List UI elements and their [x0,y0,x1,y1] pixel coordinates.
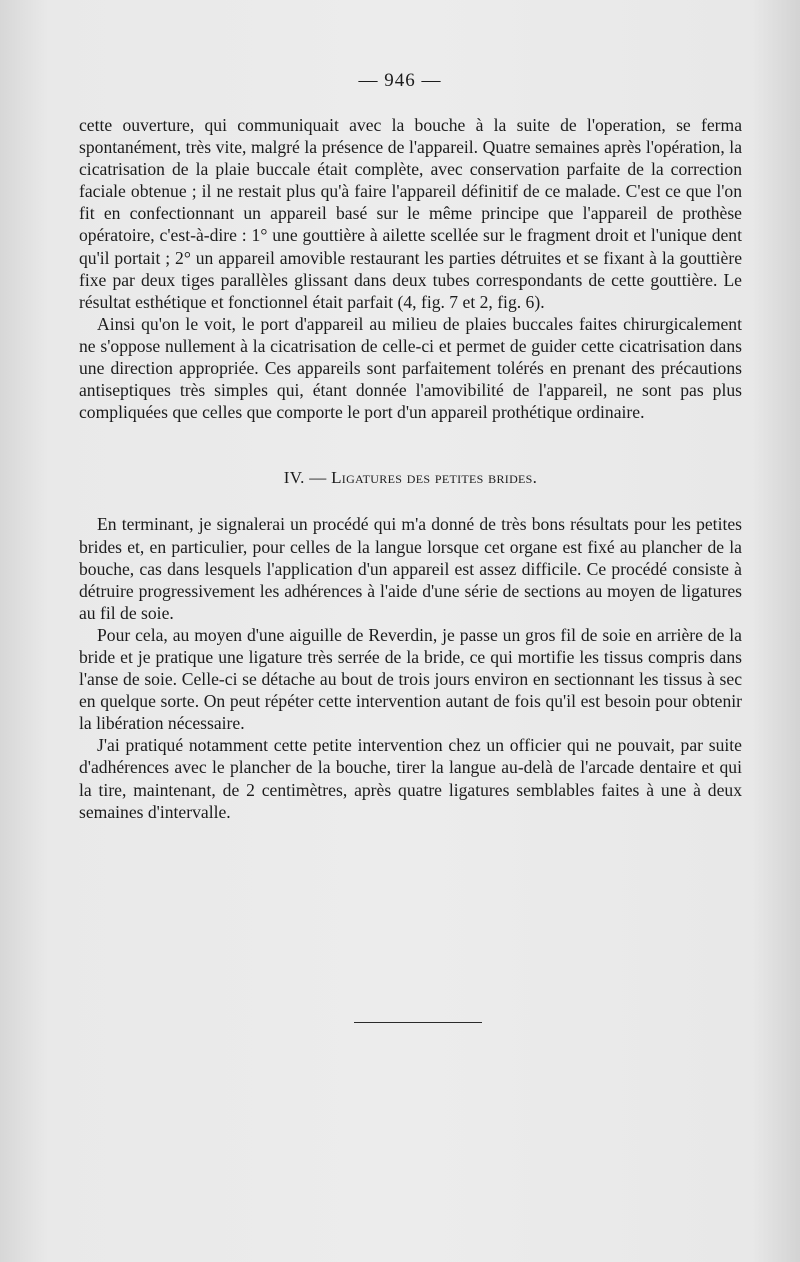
paragraph: cette ouverture, qui communiquait avec la bouche à la suite de l'operation, se ferma spontanément, très vite, malgré la présence de l'appareil. Quatre semaines après l'opération, la cicatrisation de la plaie buccale était complète, avec conservation parfaite de la correction faciale obtenue ; il ne restait plus qu'à faire l'appareil définitif de ce malade. C'est ce que l'on fit en confectionnant un appareil basé sur le même principe que l'appareil de prothèse opératoire, c'est-à-dire : 1° une gouttière à ailette scellée sur le fragment droit et l'unique dent qu'il portait ; 2° un appareil amovible restaurant les parties détruites et se fixant à la gouttière fixe par deux tiges parallèles glissant dans deux tubes correspondants de cette gouttière. Le résultat esthétique et fonctionnel était parfait (4, fig. 7 et 2, fig. 6). [79,115,742,312]
paragraph: J'ai pratiqué notamment cette petite intervention chez un officier qui ne pouvait, par suite d'adhérences avec le plancher de la bouche, tirer la langue au-delà de l'arcade dentaire et qui la tire, maintenant, de 2 centimètres, après quatre ligatures semblables faites à une à deux semaines d'intervalle. [79,735,742,822]
end-rule-divider [354,1022,482,1023]
page-number: — 946 — [358,70,442,91]
section-numeral: IV. — L [283,468,342,488]
section-heading [79,467,742,489]
text-column [79,114,742,823]
paragraph: Ainsi qu'on le voit, le port d'appareil au milieu de plaies buccales faites chirurgicalement ne s'oppose nullement à la cicatrisation de celle-ci et permet de guider cette cicatrisation dans une direction appropriée. Ces appareils sont parfaitement tolérés en prenant des précautions antiseptiques très simples qui, étant donnée l'amovibilité de l'appareil, ne sont pas plus compliquées que celles que comporte le port d'un appareil prothétique ordinaire. [79,313,742,423]
section-title: igatures des petites brides. [341,468,538,488]
paragraph: Pour cela, au moyen d'une aiguille de Reverdin, je passe un gros fil de soie en arrière de la bride et je pratique une ligature très serrée de la bride, ce qui mortifie les tissus compris dans l'anse de soie. Celle-ci se détache au bout de trois jours environ en sectionnant les tissus à sec en quelque sorte. On peut répéter cette intervention autant de fois qu'il est besoin pour obtenir la libération nécessaire. [79,624,742,734]
paragraph: En terminant, je signalerai un procédé qui m'a donné de très bons résultats pour les petites brides et, en particulier, pour celles de la langue lorsque cet organe est fixé au plancher de la bouche, cas dans lesquels l'application d'un appareil est assez difficile. Ce procédé consiste à détruire progressivement les adhérences à l'aide d'une série de sections au moyen de ligatures au fil de soie. [79,514,742,623]
